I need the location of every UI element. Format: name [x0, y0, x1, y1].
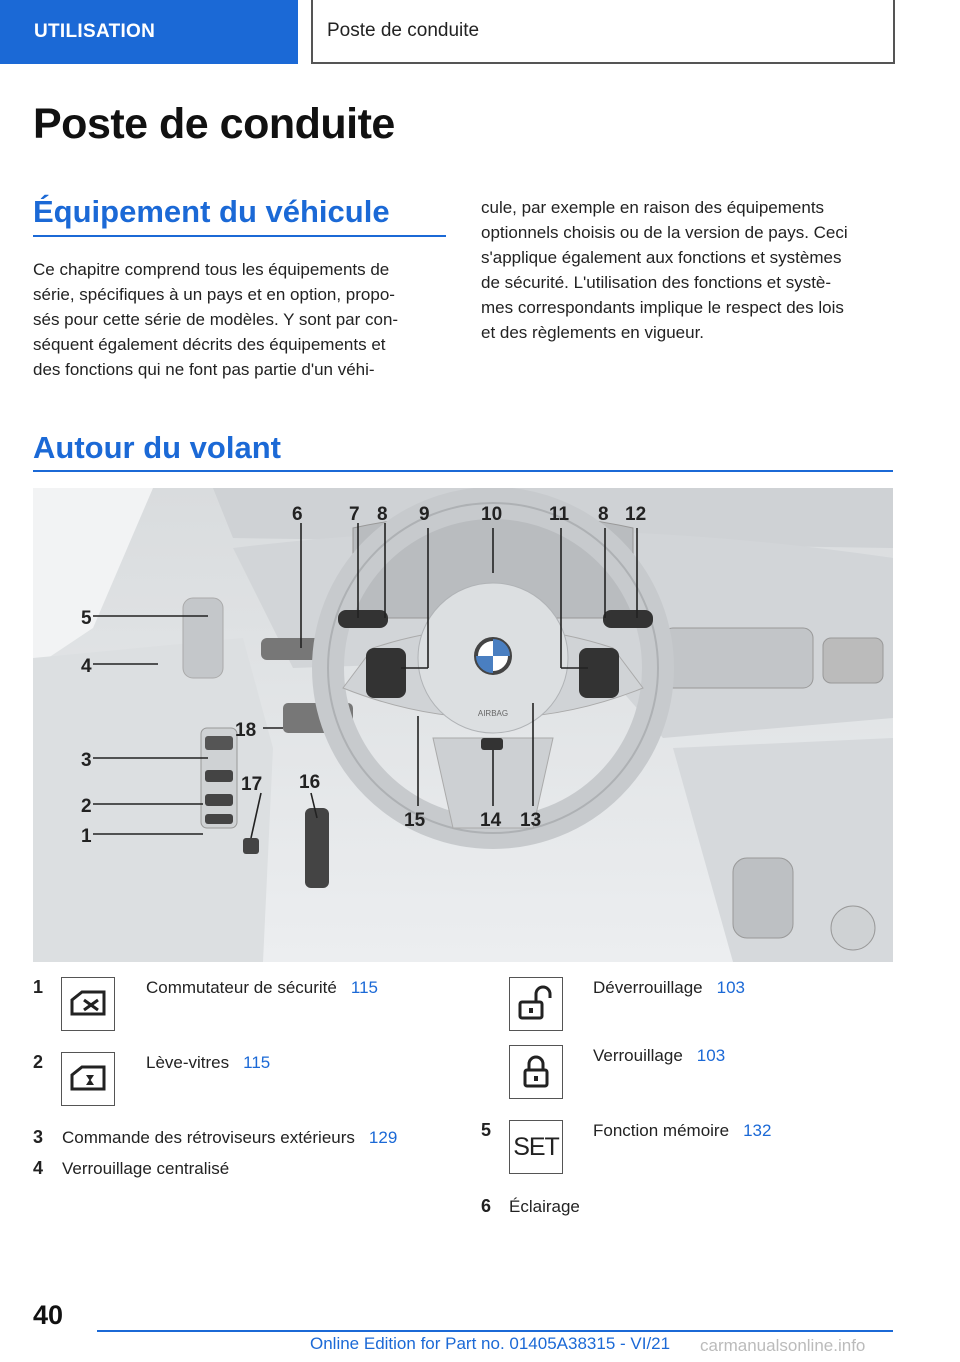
legend-number: 6: [481, 1196, 492, 1216]
callout-16: 16: [299, 772, 321, 793]
page-reference-link[interactable]: 129: [368, 1128, 398, 1147]
text-line: cule, par exemple en raison des équipements: [481, 198, 825, 217]
legend-text: Fonction mémoire: [593, 1121, 730, 1140]
legend-text: Verrouillage centralisé: [62, 1159, 230, 1178]
section-rule: [33, 235, 446, 237]
legend-item-4: [33, 1158, 463, 1182]
edition-footer: Online Edition for Part no. 01405A38315 - VI/21: [310, 1334, 671, 1353]
paragraph-column-2: [481, 195, 901, 345]
header-title: Poste de conduite: [311, 0, 895, 64]
callout-8b: 8: [598, 504, 609, 525]
legend-text: Commutateur de sécurité: [146, 978, 337, 997]
legend-item-3: [33, 1127, 463, 1151]
cockpit-illustration: [33, 488, 893, 962]
unlock-icon: [509, 977, 563, 1031]
text-line: optionnels choisis ou de la version de pays. Ceci: [481, 223, 848, 242]
page-title: Poste de conduite: [33, 100, 395, 148]
text-line: Ce chapitre comprend tous les équipements de: [33, 260, 390, 279]
section-heading-equipment: Équipement du véhicule: [33, 194, 390, 229]
callout-5: 5: [81, 608, 92, 629]
legend-number: 5: [481, 1120, 492, 1140]
text-line: séquent également décrits des équipements et: [33, 335, 386, 354]
set-icon: SET: [509, 1120, 563, 1174]
cockpit-drawing: [33, 488, 893, 962]
callout-1: 1: [81, 826, 92, 847]
legend-item-1: [33, 977, 463, 1037]
page-reference-link[interactable]: 115: [350, 978, 378, 997]
footer-rule: [97, 1330, 893, 1332]
page-number: 40: [33, 1300, 64, 1330]
callout-7: 7: [349, 504, 360, 525]
legend-number: 1: [33, 977, 44, 997]
callout-14: 14: [480, 810, 502, 831]
callout-4: 4: [81, 656, 92, 677]
text-line: et des règlements en vigueur.: [481, 323, 705, 342]
watermark: carmanualsonline.info: [700, 1336, 866, 1355]
callout-10: 10: [481, 504, 503, 525]
page-reference-link[interactable]: 103: [696, 1046, 726, 1065]
page-reference-link[interactable]: 103: [716, 978, 745, 997]
legend-number: 3: [33, 1127, 44, 1147]
legend-item-unlock: [481, 977, 901, 1037]
callout-13: 13: [520, 810, 542, 831]
callout-12: 12: [625, 504, 647, 525]
lock-icon: [509, 1045, 563, 1099]
callout-3: 3: [81, 750, 92, 771]
legend-number: 4: [33, 1158, 44, 1178]
callout-15: 15: [404, 810, 426, 831]
legend-item-6: [481, 1196, 901, 1220]
airbag-text: AIRBAG: [477, 709, 509, 718]
window-safety-switch-icon: [61, 977, 115, 1031]
page-reference-link[interactable]: 115: [243, 1053, 271, 1072]
callout-9: 9: [419, 504, 430, 525]
text-line: sés pour cette série de modèles. Y sont par con-: [33, 310, 399, 329]
section-heading-steering: Autour du volant: [33, 430, 281, 465]
legend-item-lock: [481, 1045, 901, 1105]
paragraph-column-1: [33, 257, 453, 382]
text-line: mes correspondants implique le respect des lois: [481, 298, 844, 317]
legend-item-2: [33, 1052, 463, 1112]
text-line: des fonctions qui ne font pas partie d'un véhi-: [33, 360, 375, 379]
legend-text: Commande des rétroviseurs extérieurs: [62, 1128, 355, 1147]
callout-6: 6: [292, 504, 303, 525]
legend-number: 2: [33, 1052, 44, 1072]
section-rule: [33, 470, 893, 472]
callout-8: 8: [377, 504, 388, 525]
callout-2: 2: [81, 796, 92, 817]
power-window-icon: [61, 1052, 115, 1106]
text-line: série, spécifiques à un pays et en option, propo-: [33, 285, 395, 304]
text-line: s'applique également aux fonctions et systèmes: [481, 248, 842, 267]
legend-text: Lève-vitres: [146, 1053, 230, 1072]
callout-18: 18: [235, 720, 257, 741]
legend-text: Déverrouillage: [593, 978, 703, 997]
section-tab[interactable]: UTILISATION: [0, 0, 298, 64]
callout-17: 17: [241, 774, 263, 795]
legend-text: Verrouillage: [593, 1046, 683, 1065]
text-line: de sécurité. L'utilisation des fonctions et systè-: [481, 273, 832, 292]
callout-11: 11: [549, 504, 570, 525]
page-reference-link[interactable]: 132: [743, 1121, 772, 1140]
legend-text: Éclairage: [509, 1197, 580, 1216]
legend-item-5: [481, 1120, 901, 1180]
